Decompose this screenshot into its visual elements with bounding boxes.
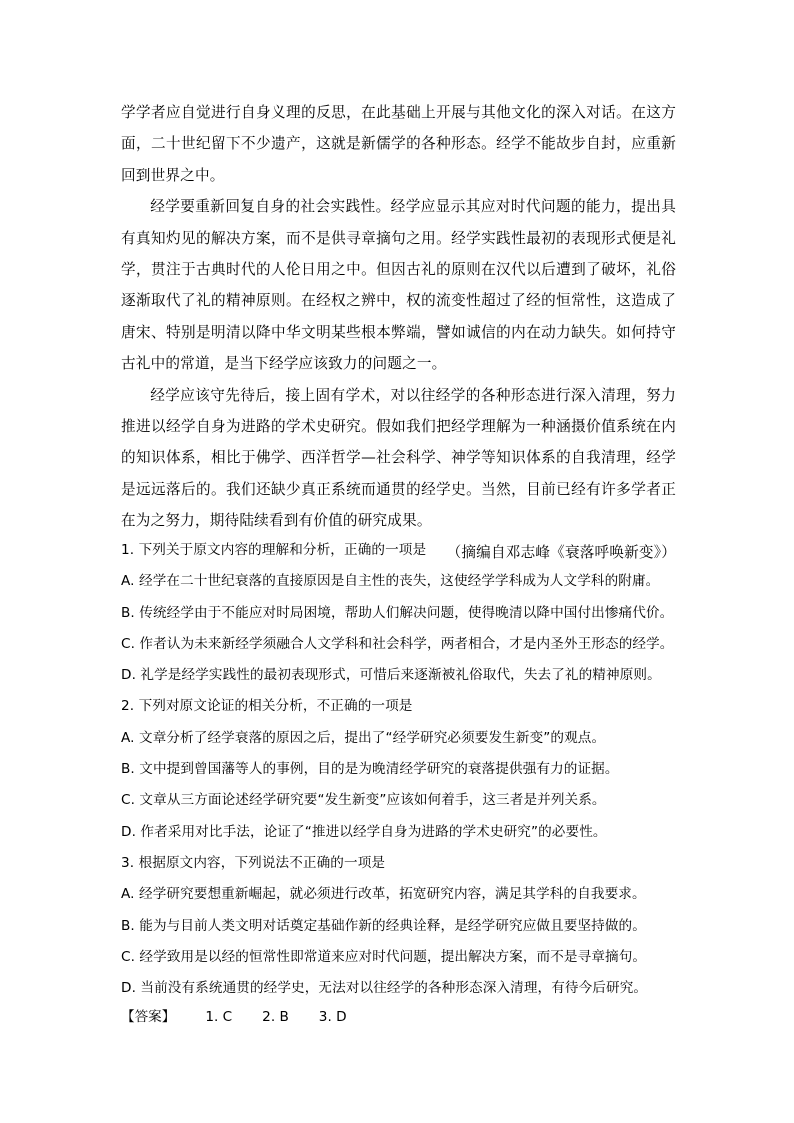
passage-source: （摘编自邓志峰《衰落呼唤新变》） xyxy=(446,543,676,561)
answer-label: 【答案】 xyxy=(121,1009,176,1025)
question-1 xyxy=(121,535,681,691)
answer-key xyxy=(121,1002,347,1033)
question-stem: 2. 下列对原文论证的相关分析，不正确的一项是 xyxy=(121,698,413,715)
question-2 xyxy=(121,691,681,847)
passage-paragraph: 学学者应自觉进行自身义理的反思，在此基础上开展与其他文化的深入对话。在这方面，二十世纪留下不少遗产，这就是新儒学的各种形态。经学不能故步自封，应重新回到世界之中。 xyxy=(121,104,676,184)
question-3 xyxy=(121,848,681,1004)
answer-item: 3. D xyxy=(318,1009,347,1025)
option-b: B. 能为与目前人类文明对话奠定基础作新的经典诠释，是经学研究应做且要坚持做的。 xyxy=(121,917,646,934)
option-b: B. 文中提到曾国藩等人的事例，目的是为晚清经学研究的衰落提供强有力的证据。 xyxy=(121,761,619,778)
answer-item: 2. B xyxy=(262,1009,289,1025)
question-stem: 1. 下列关于原文内容的理解和分析，正确的一项是 xyxy=(121,542,427,558)
option-a: A. 文章分析了经学衰落的原因之后，提出了“经学研究必须要发生新变”的观点。 xyxy=(121,729,606,746)
option-c: C. 经学致用是以经的恒常性即常道来应对时代问题，提出解决方案，而不是寻章摘句。 xyxy=(121,948,647,965)
option-a: A. 经学研究要想重新崛起，就必须进行改革，拓宽研究内容，满足其学科的自我要求。 xyxy=(121,886,646,903)
option-d: D. 当前没有系统通贯的经学史，无法对以往经学的各种形态深入清理，有待今后研究。 xyxy=(121,980,648,997)
question-list xyxy=(121,535,681,1004)
passage-paragraph: 经学要重新回复自身的社会实践性。经学应显示其应对时代问题的能力，提出具有真知灼见的解决方案，而不是供寻章摘句之用。经学实践性最初的表现形式便是礼学，贯注于古典时代的人伦日用之中。但因古礼的原则在汉代以后遭到了破坏，礼俗逐渐取代了礼的精神原则。在经权之辨中，权的流变性超过了经的恒常性，这造成了唐宋、特别是明清以降中华文明某些根本弊端，譬如诚信的内在动力缺失。如何持守古礼中的常道，是当下经学应该致力的问题之一。 xyxy=(121,198,676,373)
reading-passage xyxy=(121,97,676,568)
option-d: D. 礼学是经学实践性的最初表现形式，可惜后来逐渐被礼俗取代，失去了礼的精神原则。 xyxy=(121,667,661,684)
option-b: B. 传统经学由于不能应对时局困境，帮助人们解决问题，使得晚清以降中国付出惨痛代价。 xyxy=(121,604,674,621)
option-c: C. 文章从三方面论述经学研究要“发生新变”应该如何着手，这三者是并列关系。 xyxy=(121,792,606,809)
option-a: A. 经学在二十世纪衰落的直接原因是自主性的丧失，这使经学学科成为人文学科的附庸。 xyxy=(121,573,660,590)
option-d: D. 作者采用对比手法，论证了“推进以经学自身为进路的学术史研究”的必要性。 xyxy=(121,823,607,840)
question-stem: 3. 根据原文内容，下列说法不正确的一项是 xyxy=(121,854,386,871)
passage-paragraph: 经学应该守先待后，接上固有学术，对以往经学的各种形态进行深入清理，努力推进以经学自身为进路的学术史研究。假如我们把经学理解为一种涵摄价值系统在内的知识体系，相比于佛学、西洋哲学—社会科学、神学等知识体系的自我清理，经学是远远落后的。我们还缺少真正系统而通贯的经学史。当然，目前已经有许多学者正在为之努力，期待陆续看到有价值的研究成果。 xyxy=(121,386,676,530)
option-c: C. 作者认为未来新经学须融合人文学科和社会科学，两者相合，才是内圣外王形态的经学。 xyxy=(121,635,674,652)
answer-item: 1. C xyxy=(205,1009,233,1025)
